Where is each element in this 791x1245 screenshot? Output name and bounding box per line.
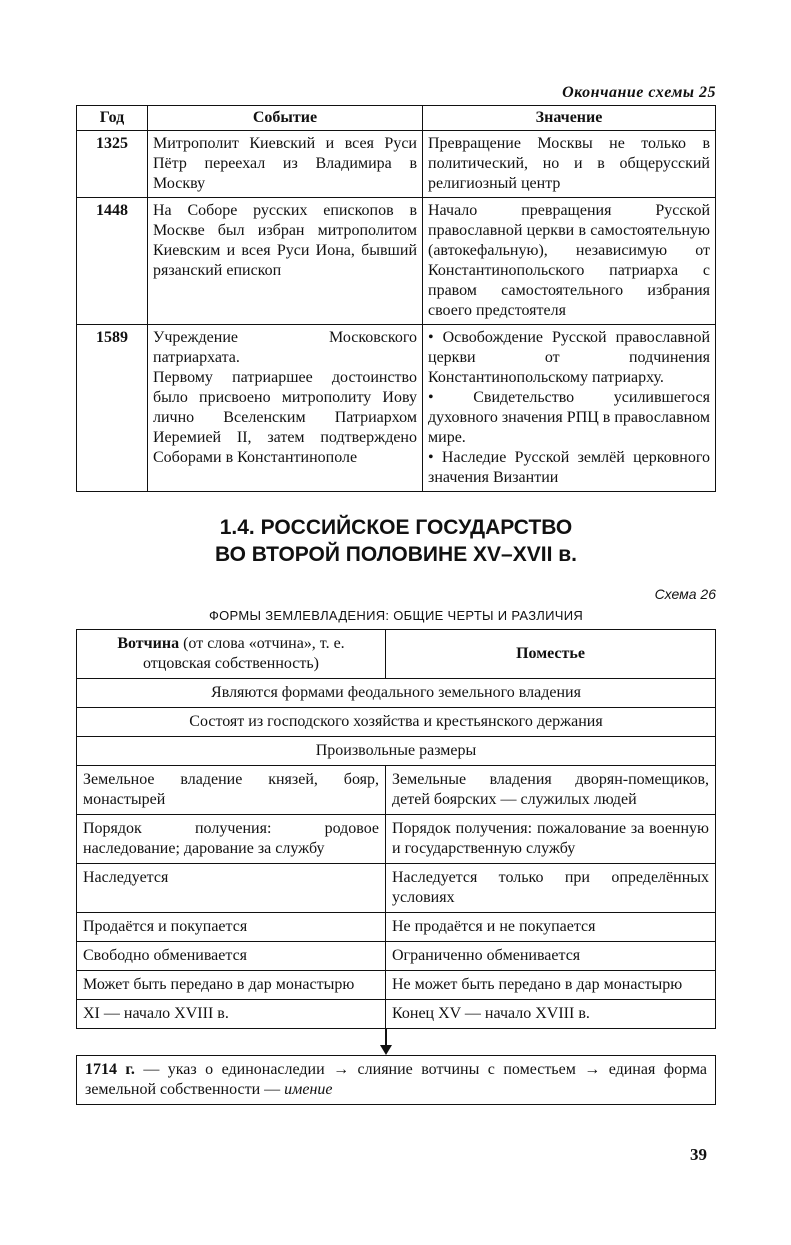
row-event xyxy=(148,325,423,492)
pomestye-cell: Земельные владения дворян-помещиков, детей боярских — служилых людей xyxy=(386,766,716,815)
header-votchina-rest: (от слова «отчина», т. е. отцовская собственность) xyxy=(142,635,345,672)
row-event xyxy=(148,198,423,325)
header-event: Событие xyxy=(148,106,423,131)
event-text: Митрополит Киевский и всея Руси Пётр переехал из Владимира в Москву xyxy=(153,135,417,192)
event-text: На Соборе русских епископов в Москве был избран митрополитом Киевским и всея Руси Иона, бывший рязанский епископ xyxy=(153,202,417,279)
table-row xyxy=(77,1000,716,1029)
edict-text: — указ о единонаследии → слияние вотчины с поместьем → единая форма земельной собственности — xyxy=(85,1061,708,1098)
edict-year: 1714 г. xyxy=(85,1061,135,1078)
row-meaning xyxy=(423,325,716,492)
pomestye-cell: Порядок получения: пожалование за военную и государственную службу xyxy=(386,815,716,864)
table-row xyxy=(77,971,716,1000)
header-votchina-bold: Вотчина xyxy=(117,635,180,652)
page xyxy=(76,84,716,1105)
row-year: 1589 xyxy=(77,325,148,492)
section-title xyxy=(76,514,716,568)
table-row xyxy=(77,864,716,913)
common-feature: Произвольные размеры xyxy=(77,737,716,766)
event-text: Первому патриаршее достоинство было присвоено митрополиту Иову лично Вселенским Патриархом Иеремией II, затем подтверждено Соборами в Константинополе xyxy=(153,369,417,466)
common-row xyxy=(77,679,716,708)
edict-italic: имение xyxy=(284,1081,333,1098)
page-number: 39 xyxy=(690,1145,707,1164)
header-pomestye: Поместье xyxy=(386,630,716,679)
row-meaning xyxy=(423,198,716,325)
common-feature: Состоят из господского хозяйства и крестьянского держания xyxy=(77,708,716,737)
meaning-bullet: • Освобождение Русской православной церкви от подчинения Константинопольскому патриарху. xyxy=(428,329,710,386)
down-arrow-icon xyxy=(76,1029,716,1055)
row-year: 1448 xyxy=(77,198,148,325)
votchina-cell: Может быть передано в дар монастырю xyxy=(77,971,386,1000)
arrow-head xyxy=(380,1045,392,1055)
table-row xyxy=(77,913,716,942)
pomestye-cell: Наследуется только при определённых условиях xyxy=(386,864,716,913)
table-row xyxy=(77,198,716,325)
meaning-bullet: • Свидетельство усилившегося духовного значения РПЦ в православном мире. xyxy=(428,389,710,446)
pomestye-cell: Ограниченно обменивается xyxy=(386,942,716,971)
events-table-header xyxy=(77,106,716,131)
pomestye-cell: Конец XV — начало XVIII в. xyxy=(386,1000,716,1029)
votchina-cell: Продаётся и покупается xyxy=(77,913,386,942)
table-row xyxy=(77,766,716,815)
scheme-number: Схема 26 xyxy=(654,586,716,602)
votchina-cell: Свободно обменивается xyxy=(77,942,386,971)
row-event xyxy=(148,131,423,198)
section-title-line: 1.4. РОССИЙСКОЕ ГОСУДАРСТВО xyxy=(219,516,573,539)
continuation-label: Окончание схемы 25 xyxy=(562,84,716,101)
section-title-line: ВО ВТОРОЙ ПОЛОВИНЕ XV–XVII в. xyxy=(214,543,577,566)
edict-box xyxy=(76,1055,716,1105)
row-meaning xyxy=(423,131,716,198)
common-row xyxy=(77,737,716,766)
pomestye-cell: Не продаётся и не покупается xyxy=(386,913,716,942)
meaning-text: Начало превращения Русской православной церкви в самостоятельную (автокефальную), независимую от Константинопольского патриарха с правом самостоятельного избрания своего предстоятеля xyxy=(428,202,710,319)
header-votchina xyxy=(77,630,386,679)
row-year: 1325 xyxy=(77,131,148,198)
votchina-cell: Порядок получения: родовое наследование; дарование за службу xyxy=(77,815,386,864)
events-table xyxy=(76,105,716,492)
votchina-cell: Наследуется xyxy=(77,864,386,913)
scheme-caption: ФОРМЫ ЗЕМЛЕВЛАДЕНИЯ: ОБЩИЕ ЧЕРТЫ И РАЗЛИЧИЯ xyxy=(208,608,584,623)
votchina-cell: XI — начало XVIII в. xyxy=(77,1000,386,1029)
table-row xyxy=(77,942,716,971)
common-feature: Являются формами феодального земельного владения xyxy=(77,679,716,708)
meaning-text: Превращение Москвы не только в политический, но и в общерусский религиозный центр xyxy=(428,135,710,192)
common-row xyxy=(77,708,716,737)
pomestye-cell: Не может быть передано в дар монастырю xyxy=(386,971,716,1000)
table-row xyxy=(77,325,716,492)
votchina-cell: Земельное владение князей, бояр, монастырей xyxy=(77,766,386,815)
header-meaning: Значение xyxy=(423,106,716,131)
table-row xyxy=(77,815,716,864)
header-year: Год xyxy=(77,106,148,131)
event-text: Учреждение Московского патриархата. xyxy=(153,329,417,366)
table-row xyxy=(77,131,716,198)
meaning-bullet: • Наследие Русской землёй церковного значения Византии xyxy=(428,449,710,486)
land-table xyxy=(76,629,716,1029)
land-table-header xyxy=(77,630,716,679)
